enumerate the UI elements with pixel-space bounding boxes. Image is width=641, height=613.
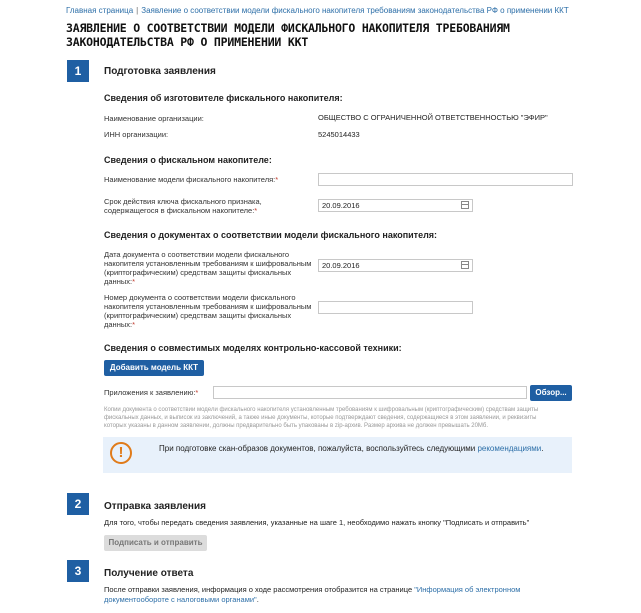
- org-name-value: ОБЩЕСТВО С ОГРАНИЧЕННОЙ ОТВЕТСТВЕННОСТЬЮ "ЭФИР": [318, 113, 548, 122]
- attachments-hint-line-1: Копии документа о соответствии модели фискального накопителя установленным требованиям к шифровальным (криптографическим) средствам защиты: [104, 407, 539, 413]
- breadcrumb-separator: |: [136, 6, 139, 15]
- recommendations-link[interactable]: рекомендациями: [477, 444, 542, 453]
- org-name-label: Наименование организации:: [104, 114, 204, 123]
- doc-number-label-line-4: [104, 320, 311, 329]
- key-term-label-line-1: Срок действия ключа фискального признака,: [104, 197, 262, 206]
- docs-heading: Сведения о документах о соответствии модели фискального накопителя:: [104, 230, 438, 240]
- key-term-label-line-2: [104, 206, 262, 215]
- breadcrumb-home-link[interactable]: Главная страница: [66, 6, 134, 15]
- model-name-label: [104, 175, 278, 184]
- calendar-icon[interactable]: [461, 261, 469, 269]
- required-mark: *: [132, 320, 135, 329]
- doc-number-input[interactable]: [318, 301, 473, 314]
- attachments-file-input[interactable]: [213, 386, 527, 399]
- scan-notice-text: [159, 444, 543, 453]
- model-name-label-text: Наименование модели фискального накопителя:: [104, 175, 276, 184]
- doc-date-input[interactable]: [318, 259, 473, 272]
- step-1-number: 1: [67, 60, 89, 82]
- attachments-label-text: Приложения к заявлению:: [104, 388, 196, 397]
- edo-info-link-continued[interactable]: документообороте с налоговыми органами": [104, 595, 257, 604]
- doc-number-label-line-3: (криптографическим) средствам защиты фискальных: [104, 311, 292, 320]
- step-2-title: Отправка заявления: [104, 501, 206, 512]
- manufacturer-heading: Сведения об изготовителе фискального накопителя:: [104, 93, 343, 103]
- scan-notice: [103, 437, 572, 473]
- scan-notice-message: При подготовке скан-образов документов, пожалуйста, воспользуйтесь следующими: [159, 444, 476, 453]
- inn-label: ИНН организации:: [104, 130, 169, 139]
- doc-number-label-line-1: Номер документа о соответствии модели фискального: [104, 293, 296, 302]
- doc-number-label-line-2: накопителя установленным требованиям к шифровальным: [104, 302, 312, 311]
- step-2-text: Для того, чтобы передать сведения заявления, указанные на шаге 1, необходимо нажать кнопку "Подписать и отправить": [104, 518, 530, 527]
- required-mark: *: [132, 277, 135, 286]
- step-2-number: 2: [67, 493, 89, 515]
- step-3-text: [104, 585, 544, 605]
- breadcrumb-current-link[interactable]: Заявление о соответствии модели фискального накопителя требованиям законодательства РФ о применении ККТ: [141, 6, 569, 15]
- key-term-label: [104, 197, 262, 215]
- doc-date-label-line-4-text: данных:: [104, 277, 133, 286]
- required-mark: *: [195, 388, 199, 397]
- edo-info-link[interactable]: "Информация об электронном: [414, 585, 521, 594]
- key-term-date-value: 20.09.2016: [322, 201, 360, 210]
- doc-date-label-line-3: (криптографическим) средствам защиты фискальных: [104, 268, 292, 277]
- doc-number-label: [104, 293, 311, 329]
- step-3-text-body: После отправки заявления, информация о ходе рассмотрения отобразится на странице: [104, 585, 413, 594]
- doc-date-label-line-4: [104, 277, 311, 286]
- breadcrumb: [66, 6, 569, 15]
- scan-notice-period: .: [541, 444, 544, 453]
- doc-date-label-line-1: Дата документа о соответствии модели фискального: [104, 250, 290, 259]
- page-title: ЗАЯВЛЕНИЕ О СООТВЕТСТВИИ МОДЕЛИ ФИСКАЛЬНОГО НАКОПИТЕЛЯ ТРЕБОВАНИЯМ ЗАКОНОДАТЕЛЬСТВА РФ О ПРИМЕНЕНИИ ККТ: [66, 21, 510, 49]
- attachments-label: [104, 388, 198, 397]
- step-3-number: 3: [67, 560, 89, 582]
- doc-number-label-line-4-text: данных:: [104, 320, 133, 329]
- sign-and-send-button[interactable]: Подписать и отправить: [104, 535, 207, 551]
- step-3-period: .: [256, 595, 259, 604]
- kkt-heading: Сведения о совместимых моделях контрольно-кассовой техники:: [104, 343, 402, 353]
- calendar-icon[interactable]: [461, 201, 469, 209]
- attachments-hint-line-3: которых указаны в данном заявлении, должны предварительно быть упакованы в zip-архив. Размер архива не должен превышать 20Мб.: [104, 423, 489, 429]
- add-kkt-model-button[interactable]: Добавить модель ККТ: [104, 360, 204, 376]
- inn-value: 5245014433: [318, 130, 360, 139]
- doc-date-value: 20.09.2016: [322, 261, 360, 270]
- warning-icon: !: [110, 442, 132, 464]
- required-mark: *: [254, 206, 258, 215]
- attachments-hint: [104, 406, 574, 430]
- step-1-title: Подготовка заявления: [104, 66, 216, 77]
- browse-button[interactable]: Обзор...: [530, 385, 572, 401]
- key-term-date-input[interactable]: [318, 199, 473, 212]
- doc-date-label-line-2: накопителя установленным требованиям к шифровальным: [104, 259, 312, 268]
- required-mark: *: [275, 175, 279, 184]
- fiscal-heading: Сведения о фискальном накопителе:: [104, 155, 272, 165]
- step-3-title: Получение ответа: [104, 568, 194, 579]
- attachments-hint-line-2: фискальных данных, и выписок из заключений, а также иные документы, которые подтверждают сведения, содержащиеся в этом заявлении, и реквизиты: [104, 415, 537, 421]
- model-name-input[interactable]: [318, 173, 573, 186]
- doc-date-label: [104, 250, 311, 286]
- key-term-label-line-2-text: содержащегося в фискальном накопителе:: [104, 206, 255, 215]
